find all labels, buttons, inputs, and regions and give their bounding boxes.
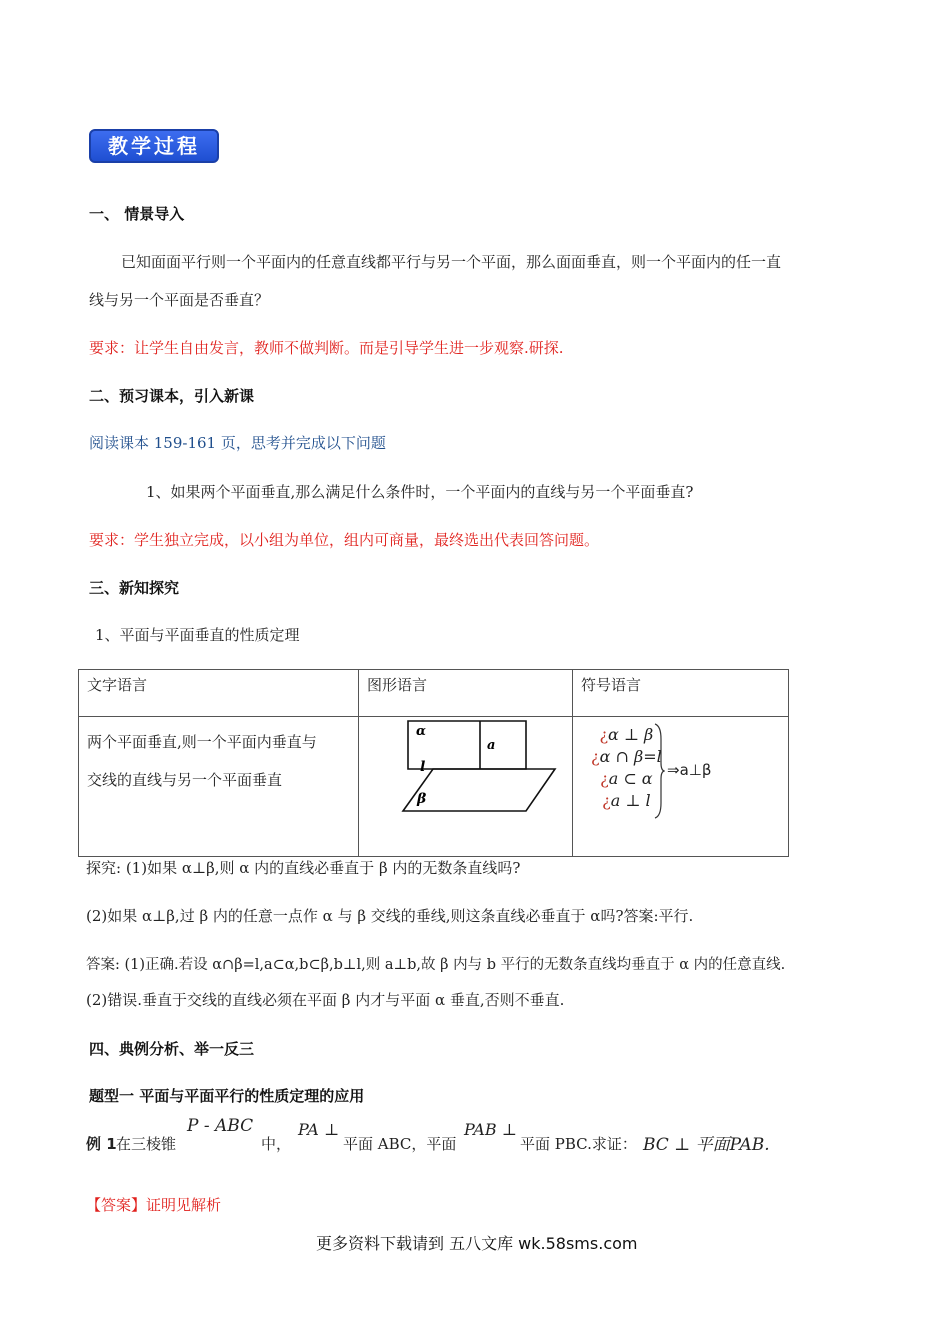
example-text-2: 中， — [261, 1135, 292, 1153]
exploration-question-2: (2)如果 α⊥β,过 β 内的任意一点作 α 与 β 交线的垂线,则这条直线必垂直于 α吗?答案:平行. — [86, 907, 694, 925]
section-4-title: 四、典例分析、举一反三 — [89, 1040, 255, 1058]
plane-figure — [359, 717, 572, 852]
symbol-line-4: ¿a ⊥ l — [602, 791, 651, 810]
exploration-question-1: 探究: (1)如果 α⊥β,则 α 内的直线必垂直于 β 内的无数条直线吗? — [86, 859, 521, 877]
intro-paragraph-line2: 线与另一个平面是否垂直？ — [89, 291, 270, 309]
answer-note: 【答案】证明见解析 — [86, 1196, 222, 1214]
figure-language-cell — [359, 717, 573, 857]
requirement-1: 要求：让学生自由发言，教师不做判断。而是引导学生进一步观察.研探. — [89, 339, 564, 357]
math-pa-perp: PA ⊥ — [298, 1120, 339, 1139]
brace — [653, 723, 665, 819]
answer-2: (2)错误.垂直于交线的直线必须在平面 β 内才与平面 α 垂直,否则不垂直. — [86, 991, 565, 1009]
problem-type-1: 题型一 平面与平面平行的性质定理的应用 — [89, 1087, 365, 1105]
section-2-title: 二、预习课本，引入新课 — [89, 387, 255, 405]
section-3-title: 三、新知探究 — [89, 579, 180, 597]
label-alpha: α — [416, 724, 427, 739]
answer-1: 答案: (1)正确.若设 α∩β=l,a⊂α,b⊂β,b⊥l,则 a⊥b,故 β 内与 b 平行的无数条直线均垂直于 α 内的任意直线. — [86, 957, 786, 973]
math-p-abc: P - ABC — [187, 1116, 254, 1136]
header-symbol-language: 符号语言 — [573, 670, 789, 717]
header-text-language: 文字语言 — [79, 670, 359, 717]
footer-link[interactable]: 更多资料下载请到 五八文库 wk.58sms.com — [316, 1234, 638, 1253]
math-pab-perp: PAB ⊥ — [464, 1120, 517, 1139]
intro-paragraph-line1: 已知面面平行则一个平面内的任意直线都平行与另一个平面，那么面面垂直，则一个平面内的任一直 — [121, 253, 782, 271]
label-beta: β — [417, 791, 427, 807]
theorem-table — [78, 669, 789, 857]
text-language-line2: 交线的直线与另一个平面垂直 — [87, 771, 283, 789]
header-figure-language: 图形语言 — [359, 670, 573, 717]
math-conclusion: BC ⊥ 平面PAB. — [643, 1135, 770, 1155]
reading-instruction: 阅读课本 159-161 页，思考并完成以下问题 — [89, 434, 386, 452]
requirement-2: 要求：学生独立完成，以小组为单位，组内可商量，最终选出代表回答问题。 — [89, 531, 600, 549]
symbol-line-2: ¿α ∩ β=l — [591, 747, 662, 766]
example-text-1: 在三棱锥 — [116, 1135, 177, 1153]
symbol-line-1: ¿α ⊥ β — [599, 725, 654, 744]
text-language-line1: 两个平面垂直,则一个平面内垂直与 — [87, 733, 317, 751]
theorem-subtitle: 1、平面与平面垂直的性质定理 — [95, 626, 300, 644]
symbol-result: ⇒a⊥β — [667, 761, 712, 779]
text-language-cell — [79, 717, 359, 857]
symbol-line-3: ¿a ⊂ α — [600, 769, 653, 788]
label-l: l — [420, 759, 426, 775]
example-text-4: 平面 PBC.求证： — [520, 1135, 637, 1153]
question-1: 1、如果两个平面垂直,那么满足什么条件时，一个平面内的直线与另一个平面垂直? — [146, 483, 694, 501]
section-1-title: 一、 情景导入 — [89, 205, 185, 223]
example-text-3: 平面 ABC，平面 — [343, 1135, 457, 1153]
example-label: 例 1 — [86, 1135, 117, 1153]
symbol-language-cell — [573, 717, 789, 857]
label-a: a — [487, 738, 496, 753]
section-badge: 教学过程 — [89, 129, 219, 163]
